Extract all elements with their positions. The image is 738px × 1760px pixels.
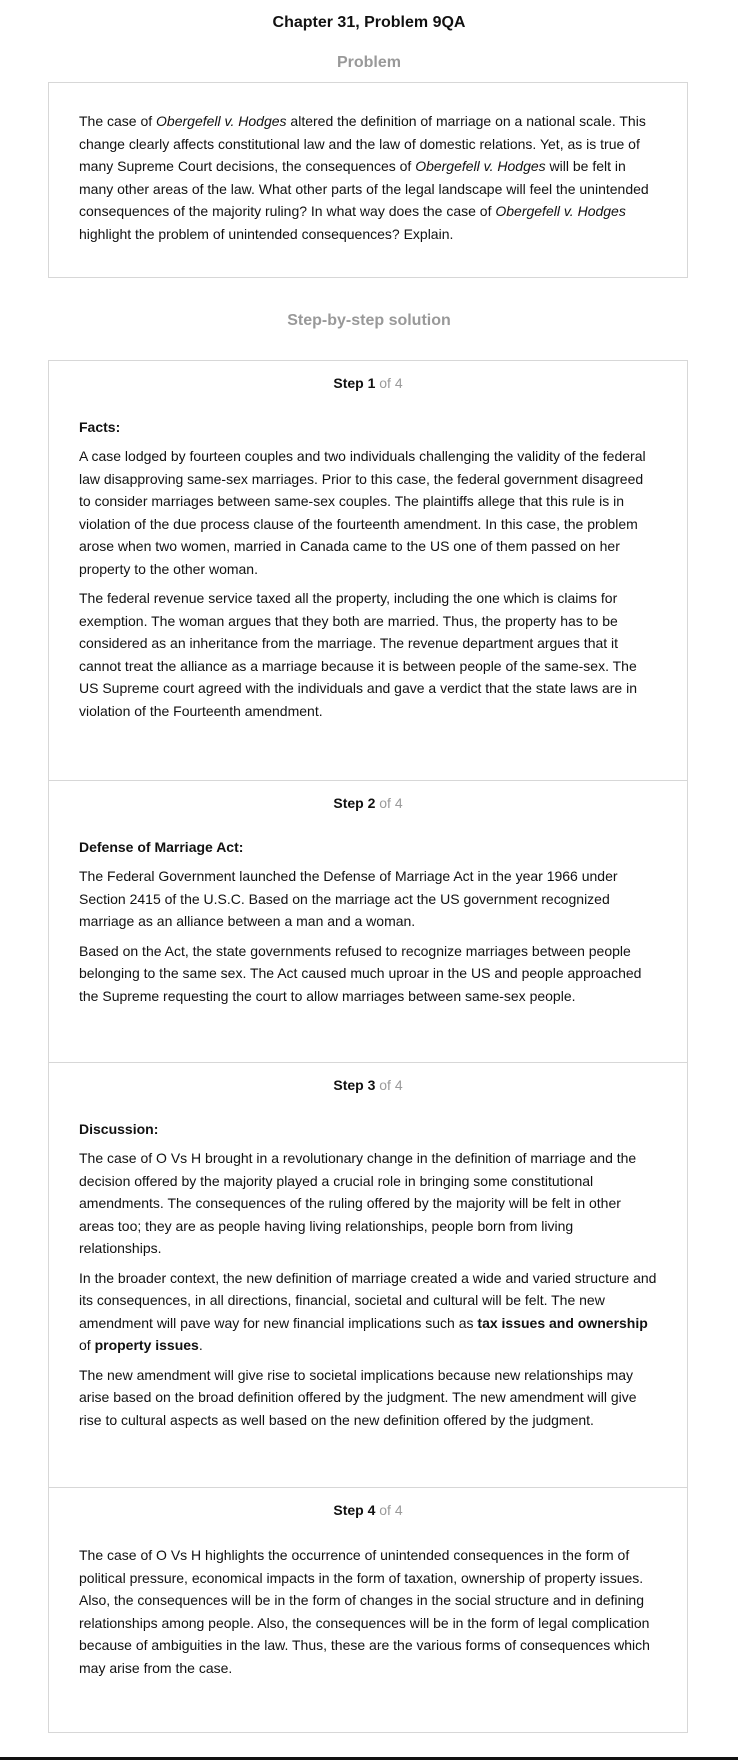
step-paragraph: The case of O Vs H highlights the occurrence of unintended consequences in the form of political pressure, economical impacts in the form of taxation, ownership of property issues. Also, the consequences will be in the form of changes in the social structure and in defining relationships among people. Also, the consequences will be in the form of legal complication because of ambiguities in the law. Thus, these are the various forms of consequences which may arise from the case. [79,1547,650,1676]
emphasis-text: property issues [94,1337,199,1353]
step-body [79,1544,657,1679]
page-title: Chapter 31, Problem 9QA [272,14,466,31]
step-number: Step 4 [333,1502,376,1518]
step-4 [49,1487,687,1732]
step-text-segment: of [79,1337,95,1353]
step-header [79,1488,657,1520]
step-title: Defense of Marriage Act: [79,839,244,855]
step-total: of 4 [375,1502,403,1518]
case-name: Obergefell v. Hodges [495,203,626,219]
step-paragraph: The new amendment will give rise to societal implications because new relationships may arise based on the broad definition offered by the judgment. The new amendment will give rise to cultural aspects as well based on the new definition offered by the judgment. [79,1366,637,1428]
step-paragraph: A case lodged by fourteen couples and two individuals challenging the validity of the federal law disapproving same-sex marriages. Prior to this case, the federal government disagreed to consider marriages between same-sex couples. The plaintiffs allege that this rule is in violation of the due process clause of the fourteenth amendment. In this case, the problem arose when two women, married in Canada came to the US one of them passed on her property to the other woman. [79,448,646,577]
problem-text-segment: highlight the problem of unintended consequences? Explain. [79,225,454,242]
step-paragraph: The case of O Vs H brought in a revolutionary change in the definition of marriage and the decision offered by the majority played a crucial role in bringing some constitutional amendments. The consequences of the ruling offered by the majority will be felt in other areas too; they are as people having living relationships, people born from living relationships. [79,1150,637,1256]
step-paragraph: Based on the Act, the state governments refused to recognize marriages between people belonging to the same sex. The Act caused much uproar in the US and people approached the Supreme requesting the court to allow marriages between same-sex people. [79,942,642,1004]
step-3 [49,1062,687,1487]
step-number: Step 1 [333,375,376,391]
step-2 [49,780,687,1062]
problem-text-segment: will be felt in many other areas of the law. What other parts of the legal landscape will feel the unintended consequences of the majority ruling? In what way does the case of [79,158,649,219]
step-total: of 4 [375,375,403,391]
solution-box [48,360,688,1733]
step-number: Step 2 [333,795,376,811]
step-paragraph [79,1267,657,1357]
solution-heading: Step-by-step solution [287,312,451,329]
problem-text-segment: The case of [79,113,157,129]
step-header [79,781,657,813]
step-text-segment: . [198,1337,203,1353]
step-text-segment: In the broader context, the new definition of marriage created a wide and varied structure and its consequences, in all directions, financial, societal and cultural will be felt. The new amendment will pave way for new financial implications such as [79,1269,657,1331]
problem-text-segment: altered the definition of marriage on a national scale. This change clearly affects constitutional law and the law of domestic relations. Yet, as is true of many Supreme Court decisions, the consequences of [79,113,646,174]
step-header [79,1063,657,1095]
step-paragraph: The Federal Government launched the Defense of Marriage Act in the year 1966 under Section 2415 of the U.S.C. Based on the marriage act the US government recognized marriage as an alliance between a man and a woman. [79,868,618,929]
step-total: of 4 [375,795,403,811]
step-total: of 4 [375,1077,403,1093]
problem-heading: Problem [336,54,401,71]
problem-box [48,82,688,278]
step-number: Step 3 [333,1077,376,1093]
emphasis-text: tax issues and ownership [477,1314,648,1331]
case-name: Obergefell v. Hodges [156,113,287,129]
problem-text [79,110,657,245]
step-title: Facts: [79,419,121,435]
case-name: Obergefell v. Hodges [415,158,546,174]
step-paragraph: The federal revenue service taxed all the property, including the one which is claims for exemption. The woman argues that they both are married. Thus, the property has to be considered as an inheritance from the marriage. The revenue department argues that it cannot treat the alliance as a marriage because it is between people of the same-sex. The US Supreme court agreed with the individuals and gave a verdict that the state laws are in violation of the Fourteenth amendment. [79,590,637,719]
step-header [79,361,657,393]
step-1 [49,361,687,780]
step-title: Discussion: [79,1121,159,1137]
